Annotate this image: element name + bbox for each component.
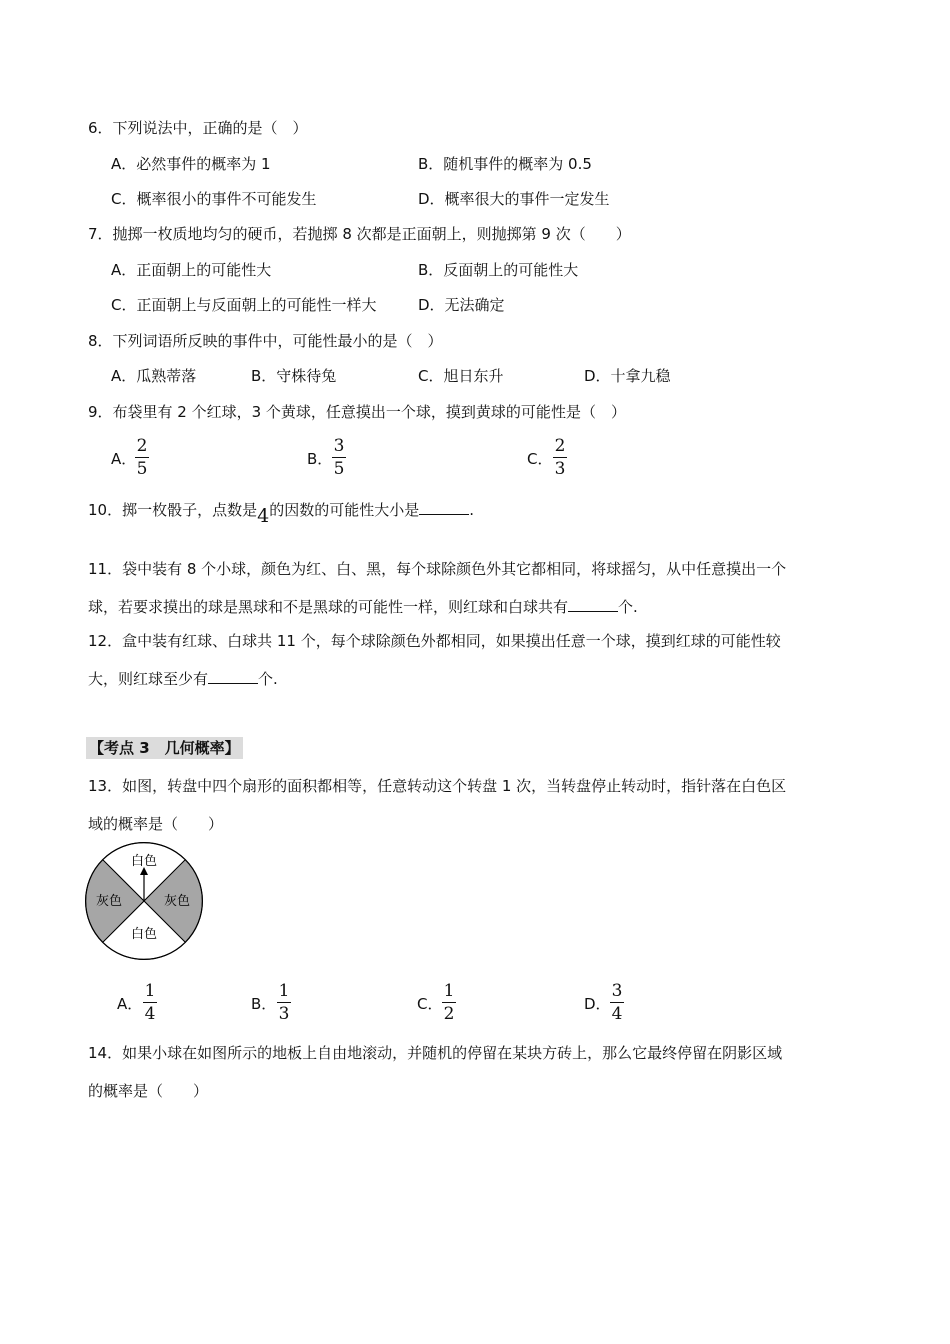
- fraction-bar: [135, 457, 149, 458]
- q13-option-c-label: C．: [417, 995, 443, 1013]
- fraction-numerator: 3: [611, 981, 623, 1001]
- q10-answer-blank[interactable]: [419, 500, 469, 515]
- q13-option-d-fraction: [610, 982, 624, 1023]
- q12-answer-blank[interactable]: [208, 669, 258, 684]
- q13-option-c-fraction: [442, 982, 456, 1023]
- question-9-stem: 9．布袋里有 2 个红球，3 个黄球，任意摸出一个球，摸到黄球的可能性是（ ）: [88, 403, 626, 421]
- question-8-stem: 8．下列词语所反映的事件中，可能性最小的是（ ）: [88, 332, 443, 350]
- question-13-line-2: 域的概率是（ ）: [88, 815, 224, 833]
- section-heading: 【考点 3 几何概率】: [86, 737, 243, 759]
- q7-option-d: D．无法确定: [418, 296, 505, 314]
- question-13-line-1: 13．如图，转盘中四个扇形的面积都相等，任意转动这个转盘 1 次，当转盘停止转动时，指针落在白色区: [88, 777, 787, 795]
- q8-option-a: A．瓜熟蒂落: [111, 367, 197, 385]
- fraction-bar: [442, 1002, 456, 1003]
- fraction-bar: [610, 1002, 624, 1003]
- spinner-diagram: [85, 842, 203, 960]
- fraction-denominator: 3: [554, 459, 566, 479]
- q13-option-b-fraction: [277, 982, 291, 1023]
- question-14-line-1: 14．如果小球在如图所示的地板上自由地滚动，并随机的停留在某块方砖上，那么它最终停留在阴影区域: [88, 1044, 783, 1062]
- spinner-label-right: 灰色: [163, 894, 191, 909]
- spinner-label-bottom: 白色: [130, 927, 158, 942]
- q6-option-b: B．随机事件的概率为 0.5: [418, 155, 592, 173]
- q9-option-b-label: B．: [307, 450, 333, 468]
- fraction-numerator: 1: [443, 981, 455, 1001]
- q6-option-a: A．必然事件的概率为 1: [111, 155, 271, 173]
- question-11-line-2: [88, 597, 638, 617]
- q11-answer-blank[interactable]: [568, 597, 618, 612]
- q9-option-a-label: A．: [111, 450, 137, 468]
- q10-text-end: .: [469, 501, 474, 519]
- q13-option-a-fraction: [143, 982, 157, 1023]
- question-10-stem: [88, 499, 474, 527]
- spinner-label-left: 灰色: [95, 894, 123, 909]
- q7-option-a: A．正面朝上的可能性大: [111, 261, 272, 279]
- fraction-numerator: 1: [144, 981, 156, 1001]
- question-7-stem: 7．抛掷一枚质地均匀的硬币，若抛掷 8 次都是正面朝上，则抛掷第 9 次（ ）: [88, 225, 631, 243]
- q10-text-before: 10．掷一枚骰子，点数是: [88, 501, 258, 519]
- q10-text-after: 的因数的可能性大小是: [269, 501, 420, 519]
- fraction-numerator: 1: [278, 981, 290, 1001]
- q9-option-c-label: C．: [527, 450, 553, 468]
- q9-option-a-fraction: [135, 437, 149, 478]
- q6-option-c: C．概率很小的事件不可能发生: [111, 190, 317, 208]
- q7-option-b: B．反面朝上的可能性大: [418, 261, 579, 279]
- fraction-numerator: 2: [136, 436, 148, 456]
- q12-text-before: 大，则红球至少有: [88, 670, 209, 688]
- question-6-stem: 6．下列说法中，正确的是（ ）: [88, 119, 308, 137]
- q12-text-after: 个.: [258, 670, 278, 688]
- q7-option-c: C．正面朝上与反面朝上的可能性一样大: [111, 296, 377, 314]
- q8-option-d: D．十拿九稳: [584, 367, 671, 385]
- fraction-denominator: 4: [611, 1004, 623, 1024]
- q13-option-d-label: D．: [584, 995, 611, 1013]
- fraction-bar: [332, 457, 346, 458]
- fraction-bar: [143, 1002, 157, 1003]
- fraction-numerator: 2: [554, 436, 566, 456]
- q6-option-d: D．概率很大的事件一定发生: [418, 190, 610, 208]
- q8-option-c: C．旭日东升: [418, 367, 504, 385]
- spinner-label-top: 白色: [130, 854, 158, 869]
- fraction-denominator: 5: [333, 459, 345, 479]
- q8-option-b: B．守株待兔: [251, 367, 337, 385]
- q11-text-before: 球，若要求摸出的球是黑球和不是黑球的可能性一样，则红球和白球共有: [88, 598, 569, 616]
- q9-option-b-fraction: [332, 437, 346, 478]
- fraction-bar: [553, 457, 567, 458]
- question-11-line-1: 11．袋中装有 8 个小球，颜色为红、白、黑，每个球除颜色外其它都相同，将球摇匀，从中任意摸出一个: [88, 560, 787, 578]
- q13-option-b-label: B．: [251, 995, 277, 1013]
- fraction-bar: [277, 1002, 291, 1003]
- fraction-denominator: 5: [136, 459, 148, 479]
- q13-option-a-label: A．: [117, 995, 143, 1013]
- fraction-denominator: 2: [443, 1004, 455, 1024]
- fraction-denominator: 4: [144, 1004, 156, 1024]
- q9-option-c-fraction: [553, 437, 567, 478]
- q10-number: 4: [257, 505, 270, 527]
- question-14-line-2: 的概率是（ ）: [88, 1082, 209, 1100]
- q11-text-after: 个.: [618, 598, 638, 616]
- fraction-denominator: 3: [278, 1004, 290, 1024]
- fraction-numerator: 3: [333, 436, 345, 456]
- question-12-line-2: [88, 669, 278, 689]
- question-12-line-1: 12．盒中装有红球、白球共 11 个，每个球除颜色外都相同，如果摸出任意一个球，摸到红球的可能性较: [88, 632, 781, 650]
